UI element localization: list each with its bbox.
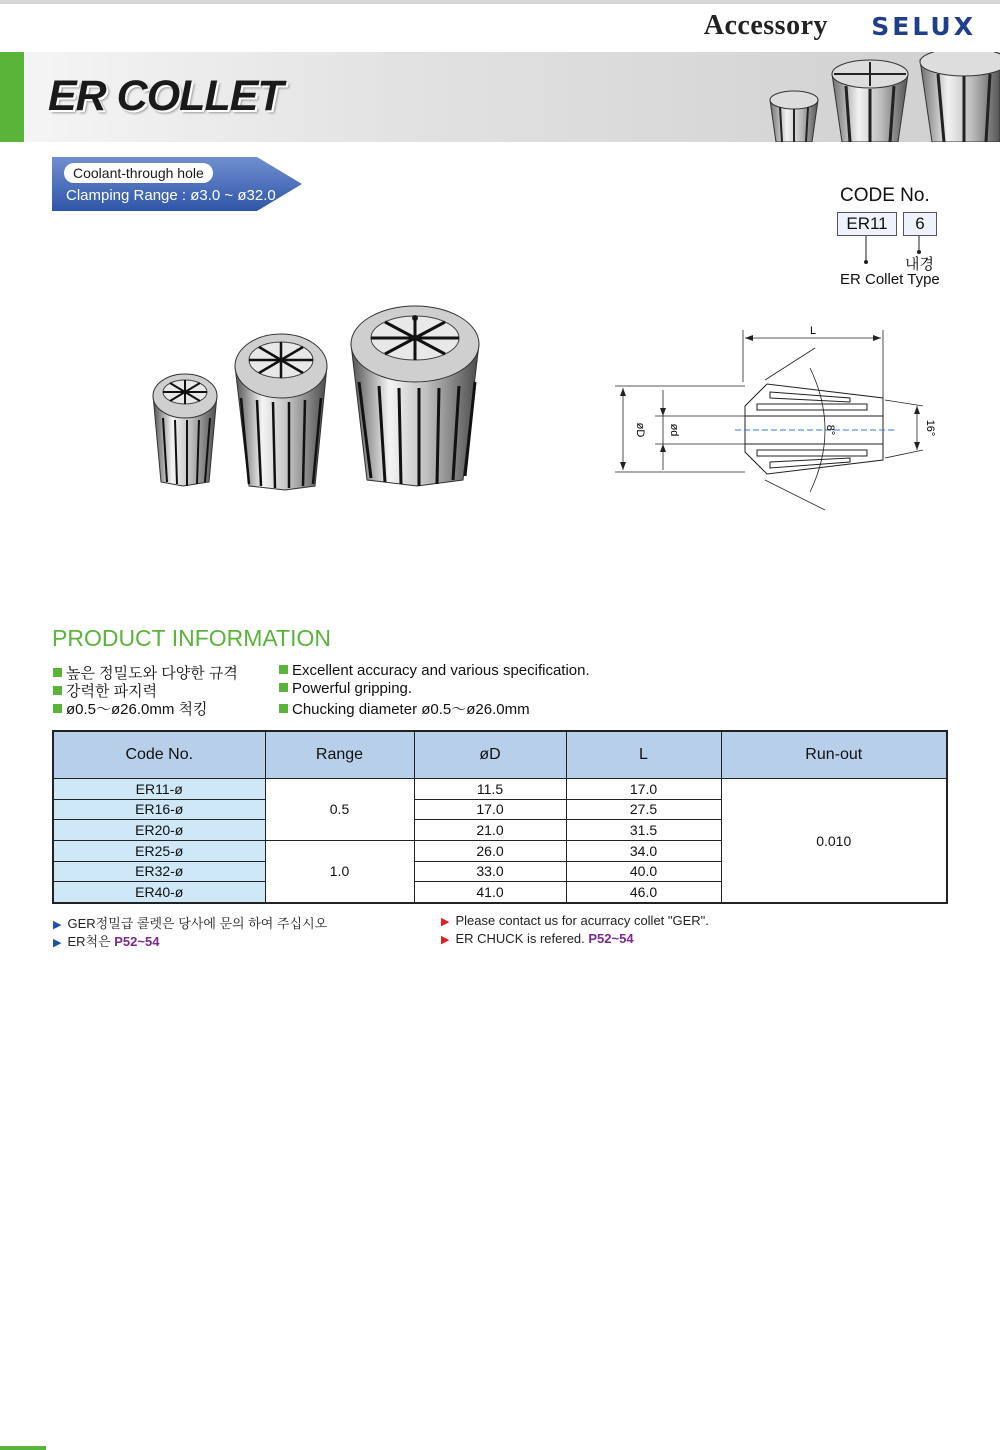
code-no-title: CODE No. <box>840 185 930 206</box>
table-row <box>53 779 947 800</box>
cell-l: 40.0 <box>566 861 721 882</box>
cell-runout: 0.010 <box>721 779 947 904</box>
collet-product-photos <box>145 300 495 495</box>
bullet-arrow-icon: ▶ <box>53 937 62 949</box>
note-en-2: ▶ ER CHUCK is refered. P52~54 <box>441 931 634 946</box>
cell-l: 34.0 <box>566 840 721 861</box>
collet-photo-large <box>351 306 479 486</box>
section-label: Accessory <box>703 10 828 41</box>
clamping-range: Clamping Range : ø3.0 ~ ø32.0 <box>66 187 276 204</box>
feature-en-2: Powerful gripping. <box>279 680 412 697</box>
feature-en-1: Excellent accuracy and various specification. <box>279 662 590 679</box>
bullet-arrow-icon: ▶ <box>441 916 450 928</box>
spec-table <box>52 730 948 904</box>
collet-technical-drawing <box>605 320 950 520</box>
cell-code: ER25-ø <box>53 840 265 861</box>
header-phi-d: øD <box>414 731 566 779</box>
label-angle-16: 16° <box>924 419 936 437</box>
code-type-box: ER11 <box>837 212 897 236</box>
code-size-box: 6 <box>903 212 937 236</box>
banner-collet-large <box>920 52 1000 142</box>
header-l: L <box>566 731 721 779</box>
cell-code: ER11-ø <box>53 779 265 800</box>
note-kr-1: ▶ GER정밀급 콜렛은 당사에 문의 하여 주십시오 <box>53 916 328 931</box>
cell-l: 17.0 <box>566 779 721 800</box>
banner-collet-small <box>770 91 818 142</box>
bullet-arrow-icon: ▶ <box>53 919 62 931</box>
dimension-angle-16 <box>885 400 923 458</box>
top-header <box>0 0 1000 52</box>
cell-code: ER40-ø <box>53 882 265 903</box>
label-phi-D: øD <box>634 422 646 438</box>
feature-kr-1: 높은 정밀도와 다양한 규격 <box>53 662 238 683</box>
brand-logo: SELUX <box>871 12 976 41</box>
cell-phi-d: 26.0 <box>414 840 566 861</box>
cell-range: 0.5 <box>265 779 414 841</box>
cell-l: 46.0 <box>566 882 721 903</box>
cell-range: 1.0 <box>265 840 414 903</box>
feature-kr-3: ø0.5～ø26.0mm 척킹 <box>53 698 208 719</box>
cell-phi-d: 17.0 <box>414 799 566 820</box>
feature-kr-2: 강력한 파지력 <box>53 680 157 701</box>
label-phi-d: ød <box>668 423 680 437</box>
cell-phi-d: 33.0 <box>414 861 566 882</box>
cell-l: 31.5 <box>566 820 721 841</box>
code-type-note: ER Collet Type <box>840 271 940 288</box>
banner-collet-medium <box>832 60 908 142</box>
top-divider <box>0 0 1000 4</box>
coolant-pill: Coolant-through hole <box>64 163 213 183</box>
label-L: L <box>809 325 817 337</box>
cell-phi-d: 21.0 <box>414 820 566 841</box>
note-en-1: ▶ Please contact us for acurracy collet "GER". <box>441 913 709 928</box>
page-ref-link[interactable]: P52~54 <box>588 931 634 946</box>
footer-accent <box>0 1446 46 1450</box>
collet-photo-medium <box>235 334 327 490</box>
product-info-title: PRODUCT INFORMATION <box>52 625 331 651</box>
code-size-note: 내경 <box>905 256 934 273</box>
feature-en-3: Chucking diameter ø0.5～ø26.0mm <box>279 698 530 719</box>
bullet-arrow-icon: ▶ <box>441 934 450 946</box>
header-code-no: Code No. <box>53 731 265 779</box>
cell-code: ER16-ø <box>53 799 265 820</box>
cell-code: ER32-ø <box>53 861 265 882</box>
header-range: Range <box>265 731 414 779</box>
page-title: ER COLLET <box>48 72 283 120</box>
cell-code: ER20-ø <box>53 820 265 841</box>
page-ref-link[interactable]: P52~54 <box>114 934 160 949</box>
collet-photo-small <box>153 374 217 486</box>
label-angle-8: 8° <box>824 424 836 436</box>
cell-l: 27.5 <box>566 799 721 820</box>
banner-collet-images <box>760 52 1000 142</box>
note-kr-2: ▶ ER척은 P52~54 <box>53 934 160 949</box>
collet-profile <box>735 384 895 474</box>
cell-phi-d: 41.0 <box>414 882 566 903</box>
header-runout: Run-out <box>721 731 947 779</box>
table-header-row <box>53 731 947 779</box>
cell-phi-d: 11.5 <box>414 779 566 800</box>
banner-accent <box>0 52 24 142</box>
